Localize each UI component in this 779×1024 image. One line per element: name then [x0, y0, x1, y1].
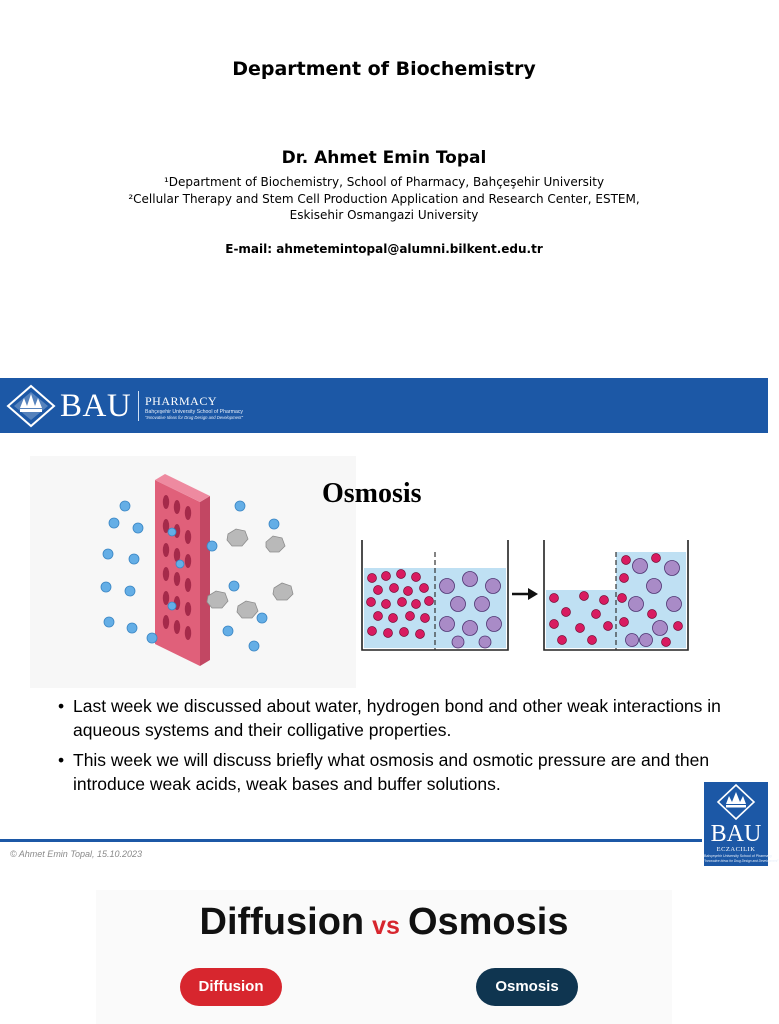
title-vs: vs: [372, 912, 400, 940]
affiliation-line: Eskisehir Osmangazi University: [289, 208, 479, 222]
bullet-icon: •: [58, 750, 65, 770]
list-item: [56, 748, 746, 796]
semipermeable-membrane-icon: [30, 456, 356, 688]
bullet-list: [56, 694, 746, 802]
slide-title: Osmosis: [322, 478, 422, 509]
logo-wordmark: BAU: [60, 388, 132, 424]
title-slide: [0, 0, 768, 378]
osmosis-beaker-diagram: [358, 538, 690, 654]
logo-tagline: "Innovative Ideas for Drug Design and Development": [145, 415, 243, 420]
affiliation-line: ²Cellular Therapy and Stem Cell Production Application and Research Center, ESTEM,: [128, 191, 640, 206]
title-diffusion: Diffusion: [199, 901, 365, 943]
logo-unit: PHARMACY: [145, 394, 218, 408]
logo-unit: ECZACILIK: [716, 846, 756, 853]
corner-logo: [704, 782, 779, 866]
slide-title: [0, 901, 768, 944]
bullet-text: This week we will discuss briefly what osmosis and osmotic pressure are and then introduce weak acids, weak bases and buffer solutions.: [73, 750, 710, 794]
affiliation-line: ¹Department of Biochemistry, School of Pharmacy, Bahçeşehir University: [163, 175, 605, 189]
logo-wordmark: BAU: [710, 821, 762, 847]
title-osmosis: Osmosis: [407, 901, 569, 943]
header-bar: [0, 378, 768, 433]
logo-subtitle: Bahçeşehir University School of Pharmacy: [145, 409, 244, 415]
logo-tagline: "Innovative Ideas for Drug Design and Development": [704, 859, 779, 863]
osmosis-button[interactable]: Osmosis: [476, 968, 578, 1006]
bau-crest-icon: [704, 782, 768, 822]
diffusion-vs-osmosis-slide: [0, 878, 768, 1024]
bau-crest-icon: [6, 384, 56, 428]
email-address[interactable]: E-mail: ahmetemintopal@alumni.bilkent.edu.tr: [225, 242, 543, 256]
affiliations: [0, 174, 768, 224]
author-name: Dr. Ahmet Emin Topal: [281, 148, 487, 168]
bullet-text: Last week we discussed about water, hydrogen bond and other weak interactions in aqueous systems and their colligative properties.: [73, 696, 721, 740]
bullet-icon: •: [58, 696, 65, 716]
footer-divider: [0, 839, 702, 842]
diffusion-button[interactable]: Diffusion: [180, 968, 282, 1006]
copyright-footer: © Ahmet Emin Topal, 15.10.2023: [10, 849, 143, 859]
logo-divider: [138, 391, 139, 421]
list-item: [56, 694, 746, 742]
logo-subtitle: Bahçeşehir University School of Pharmacy: [704, 854, 772, 858]
department-heading: Department of Biochemistry: [232, 58, 536, 80]
osmosis-slide: [0, 378, 779, 868]
membrane-illustration: [30, 456, 356, 688]
